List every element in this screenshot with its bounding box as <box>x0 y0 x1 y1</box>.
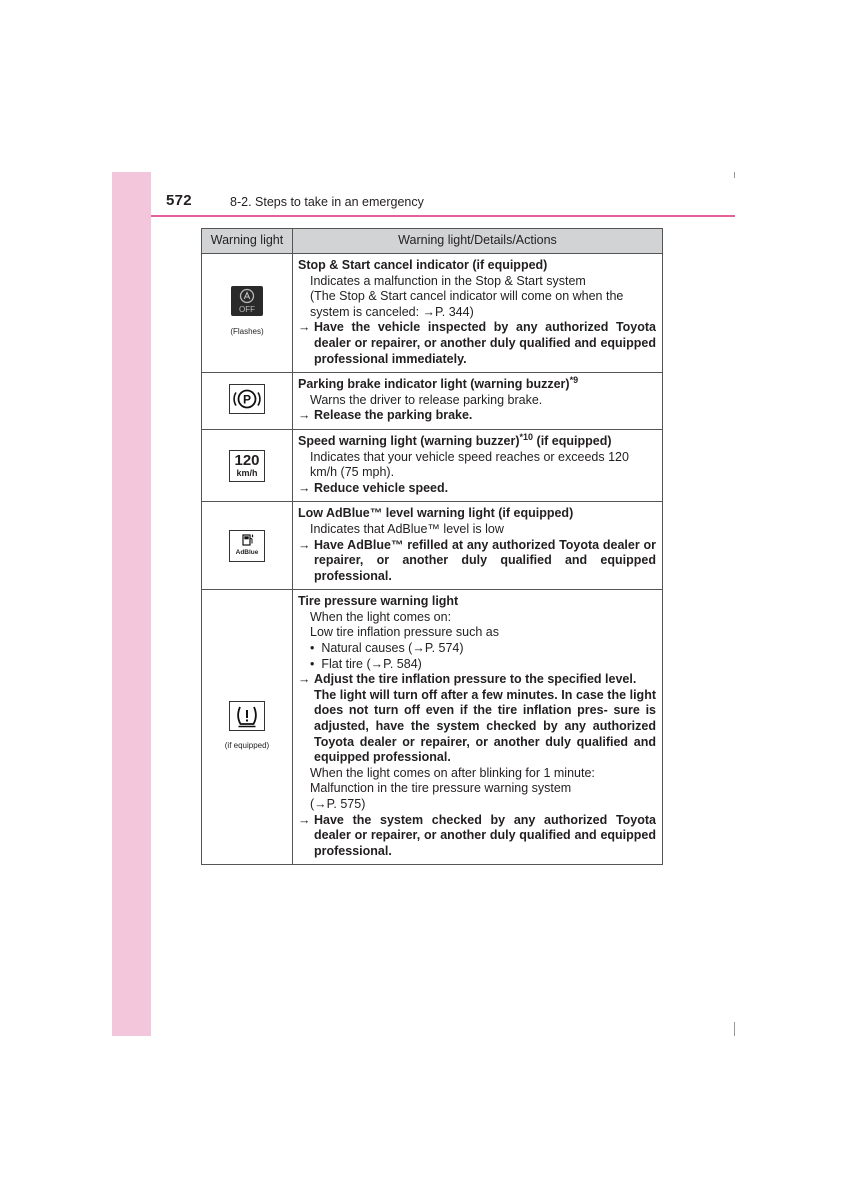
detail-line: When the light comes on: <box>310 609 452 624</box>
action-item <box>298 481 656 497</box>
section-title: 8-2. Steps to take in an emergency <box>230 195 424 209</box>
detail-line: Warns the driver to release parking brake. <box>310 392 543 407</box>
speed-value: 120 <box>234 451 260 469</box>
row-title <box>298 431 656 450</box>
header-rule <box>151 215 735 217</box>
warning-light-table <box>201 228 663 865</box>
arrow-icon: → <box>298 672 311 687</box>
details-cell <box>293 254 663 373</box>
header-warning-light: Warning light <box>202 229 293 254</box>
off-label: OFF <box>239 305 255 315</box>
table-row <box>202 254 663 373</box>
detail-line: (The Stop & Start cancel indicator will come on when the <box>310 289 624 304</box>
footnote-ref: *10 <box>519 431 534 442</box>
table-row <box>202 373 663 430</box>
warning-light-cell <box>202 429 293 501</box>
row-title: Stop & Start cancel indicator (if equipped) <box>298 258 548 272</box>
footnote-ref: *9 <box>569 375 579 385</box>
detail-line: (→P. 575) <box>310 797 366 811</box>
stop-start-off-icon <box>231 286 263 316</box>
detail-line: km/h (75 mph). <box>310 465 395 480</box>
bullet-item: • Natural causes (→P. 574) <box>310 641 464 656</box>
arrow-icon: → <box>298 812 311 827</box>
detail-line: Indicates a malfunction in the Stop & Start system <box>310 273 586 288</box>
warning-light-cell <box>202 502 293 590</box>
row-title: Tire pressure warning light <box>298 594 459 609</box>
page-number: 572 <box>166 192 192 209</box>
icon-caption: (if equipped) <box>224 741 270 751</box>
details-cell <box>293 502 663 590</box>
header-details: Warning light/Details/Actions <box>293 229 663 254</box>
action-text: Have AdBlue™ refilled at any authorized Toyota dealer or repairer, or another duly qualified and equipped professional. <box>314 537 656 583</box>
bullet-item: • Flat tire (→P. 584) <box>310 656 422 671</box>
arrow-icon: → <box>298 480 311 495</box>
details-cell <box>293 429 663 501</box>
section-side-tab <box>112 172 151 1036</box>
detail-line: When the light comes on after blinking for 1 minute: <box>310 765 595 780</box>
action-item <box>298 538 656 585</box>
warning-light-cell <box>202 254 293 373</box>
action-text: Have the vehicle inspected by any authorized Toyota dealer or repairer, or another duly qualified and equipped professional immediately. <box>314 320 656 366</box>
action-text: Have the system checked by any authorized Toyota dealer or repairer, or another duly qualified and equipped professional. <box>314 812 656 858</box>
detail-line: Low tire inflation pressure such as <box>310 625 499 640</box>
action-text-more: The light will turn off after a few minutes. In case the light does not turn off even if the tire inflation pres- sure is adjusted, have the system checked by any authorized Toyota dealer or repairer, or another duly qualified and equipped professional. <box>314 687 656 765</box>
detail-line: Indicates that your vehicle speed reaches or exceeds 120 <box>310 449 629 464</box>
action-item <box>298 813 656 860</box>
arrow-icon: → <box>298 537 311 552</box>
warning-light-cell <box>202 373 293 430</box>
table-row <box>202 590 663 865</box>
warning-light-cell <box>202 590 293 865</box>
row-title-suffix: (if equipped) <box>533 433 612 448</box>
speed-warning-icon <box>229 450 265 482</box>
action-item <box>298 408 656 424</box>
adblue-icon <box>229 530 265 562</box>
table-row <box>202 429 663 501</box>
detail-line: Malfunction in the tire pressure warning system <box>310 781 572 796</box>
svg-text:P: P <box>242 392 252 407</box>
speed-unit: km/h <box>236 467 258 478</box>
bullet-text: Natural causes (→P. 574) <box>321 641 464 656</box>
tire-pressure-icon <box>229 701 265 731</box>
table-row <box>202 502 663 590</box>
table-header-row <box>202 229 663 254</box>
icon-caption: (Flashes) <box>230 327 264 337</box>
details-cell <box>293 373 663 430</box>
action-item <box>298 672 656 766</box>
crop-mark-top <box>734 172 735 178</box>
row-title-text: Parking brake indicator light (warning buzzer) <box>298 377 570 392</box>
action-item <box>298 320 656 367</box>
arrow-icon: → <box>298 408 311 423</box>
action-text: Reduce vehicle speed. <box>314 480 449 495</box>
row-title-text: Speed warning light (warning buzzer) <box>298 433 520 448</box>
row-title <box>298 377 656 393</box>
crop-mark-bottom <box>734 1022 735 1036</box>
detail-line: system is canceled: →P. 344) <box>310 304 474 319</box>
bullet-text: Flat tire (→P. 584) <box>321 656 422 671</box>
arrow-icon: → <box>298 320 311 335</box>
row-title: Low AdBlue™ level warning light (if equipped) <box>298 506 574 521</box>
action-text: Release the parking brake. <box>314 408 473 423</box>
adblue-label: AdBlue <box>235 548 259 556</box>
parking-brake-icon <box>229 384 265 414</box>
action-text: Adjust the tire inflation pressure to the specified level. <box>314 672 637 687</box>
detail-line: Indicates that AdBlue™ level is low <box>310 521 504 536</box>
details-cell <box>293 590 663 865</box>
